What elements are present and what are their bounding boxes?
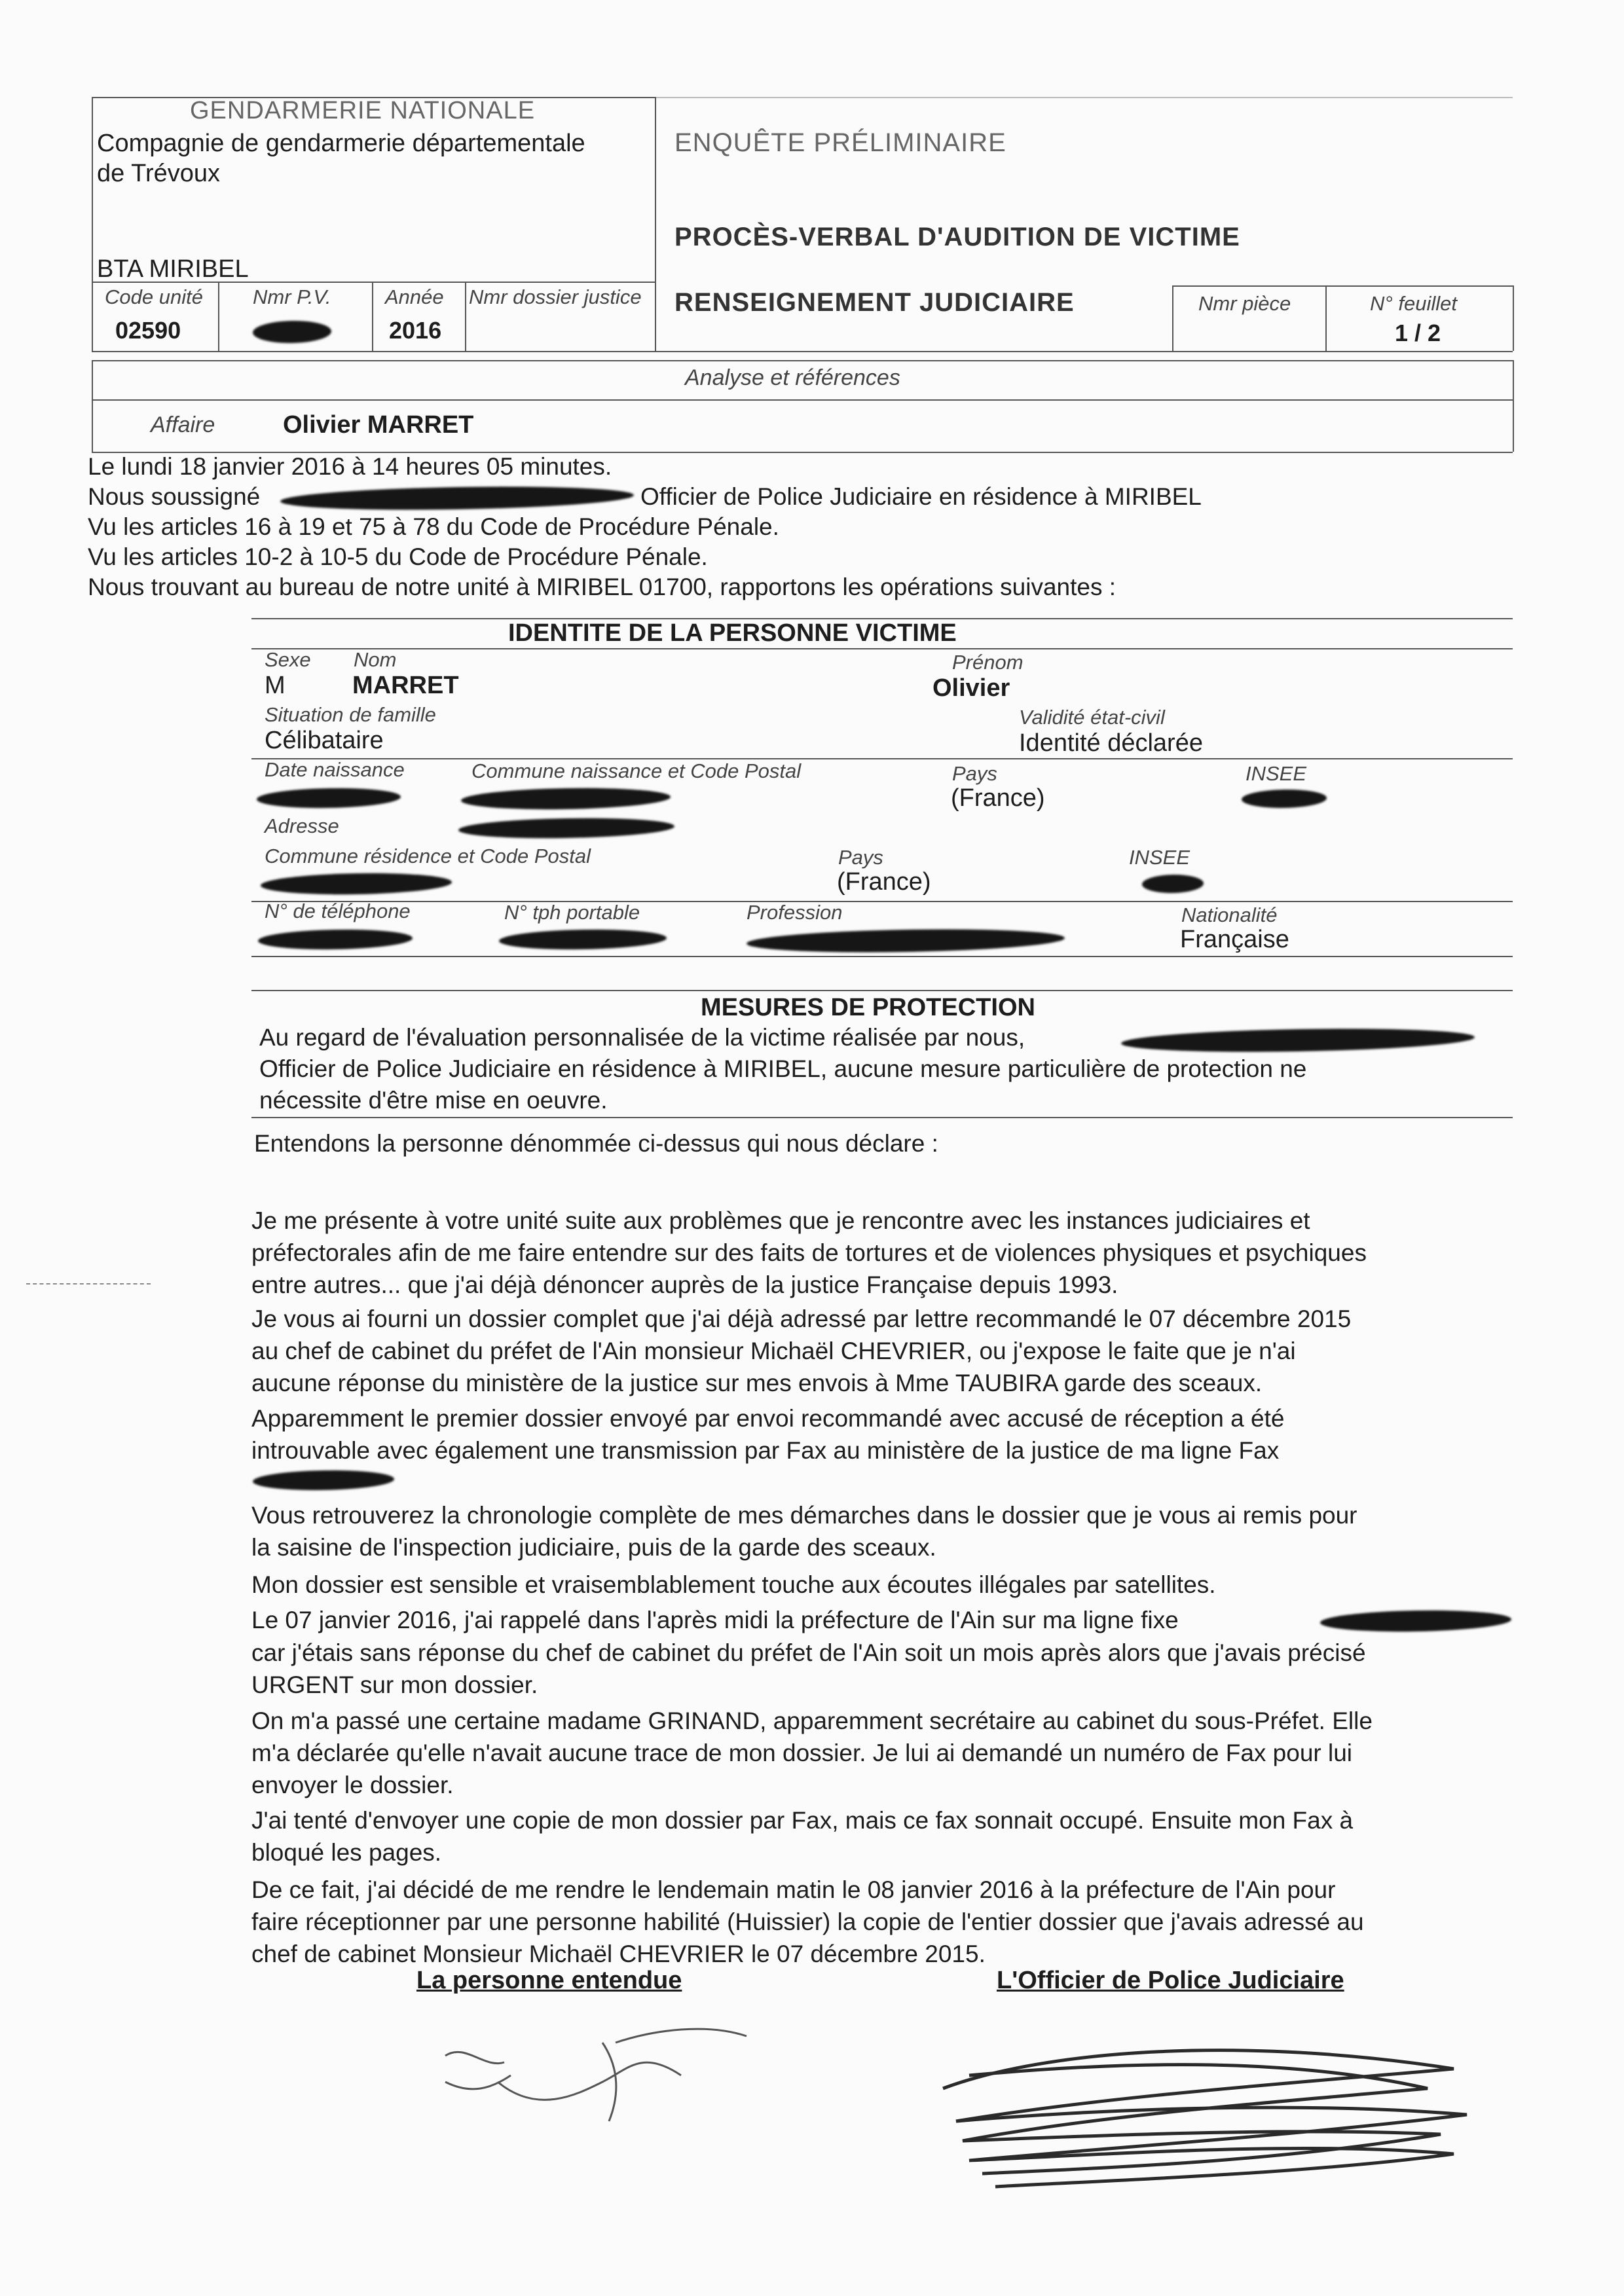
statement-line: bloqué les pages. [251,1839,442,1866]
statement-line: Vous retrouverez la chronologie complète de mes démarches dans le dossier que je vous ai remis pour [251,1502,1357,1529]
statement-paragraph-5 [251,1569,1513,1601]
redaction-telephone [258,928,413,951]
statement-line: envoyer le dossier. [251,1772,454,1798]
redaction-adresse [458,816,674,840]
profession-label: Profession [747,901,843,924]
margin-dash [26,1283,151,1285]
entendons-line: Entendons la personne dénommée ci-dessus qui nous déclare : [254,1130,938,1157]
statement-paragraph-6 [251,1604,1325,1636]
intro-articles-2: Vu les articles 10-2 à 10-5 du Code de Procédure Pénale. [88,543,708,570]
protection-line1: Au regard de l'évaluation personnalisée de la victime réalisée par nous, [259,1024,1025,1051]
statement-paragraph-2 [251,1303,1513,1399]
nationalite-label: Nationalité [1181,903,1278,926]
statement-paragraph-1 [251,1205,1513,1301]
brigade-name: BTA MIRIBEL [97,255,249,283]
redaction-commune-naissance [461,786,671,811]
protection-title: MESURES DE PROTECTION [701,994,1035,1021]
code-unite-label: Code unité [105,285,203,308]
company-line2: de Trévoux [97,160,220,187]
validite-value: Identité déclarée [1019,729,1203,757]
statement-paragraph-6-cont [251,1637,1513,1701]
statement-line: J'ai tenté d'envoyer une copie de mon dossier par Fax, mais ce fax sonnait occupé. Ensuite mon Fax à [251,1807,1354,1834]
redaction-profession [747,927,1065,955]
statement-line: Mon dossier est sensible et vraisemblablement touche aux écoutes illégales par satellites. [251,1571,1216,1598]
pays-label: Pays [952,762,997,785]
situation-label: Situation de famille [265,703,436,726]
redaction-insee [1242,789,1327,809]
statement-line: introuvable avec également une transmission par Fax au ministère de la justice de ma ligne Fax [251,1437,1280,1464]
sexe-label: Sexe [265,648,311,671]
statement-line: entre autres... que j'ai déjà dénoncer auprès de la justice Française depuis 1993. [251,1271,1118,1298]
statement-line: De ce fait, j'ai décidé de me rendre le lendemain matin le 08 janvier 2016 à la préfecture de l'Ain pour [251,1876,1336,1903]
statement-line: chef de cabinet Monsieur Michaël CHEVRIER le 07 décembre 2015. [251,1941,986,1967]
analyse-label: Analyse et références [685,365,900,390]
statement-line: Apparemment le premier dossier envoyé par envoi recommandé avec accusé de réception a été [251,1405,1285,1432]
nmr-piece-label: Nmr pièce [1198,292,1291,315]
intro-officier: Officier de Police Judiciaire en résidence à MIRIBEL [640,483,1202,510]
statement-line: la saisine de l'inspection judiciaire, puis de la garde des sceaux. [251,1534,936,1561]
redaction-insee2 [1142,874,1204,894]
insee-label: INSEE [1246,762,1307,785]
feuillet-label: N° feuillet [1370,292,1458,315]
pv-title: PROCÈS-VERBAL D'AUDITION DE VICTIME [674,223,1240,251]
intro-date-line: Le lundi 18 janvier 2016 à 14 heures 05 minutes. [88,453,612,480]
affaire-label: Affaire [151,412,215,437]
commune-residence-label: Commune résidence et Code Postal [265,845,591,867]
sexe-value: M [265,672,286,699]
annee-value: 2016 [389,317,442,344]
redaction-commune-residence [261,871,452,896]
statement-line: m'a déclarée qu'elle n'avait aucune trace de mon dossier. Je lui ai demandé un numéro de Fax pour lui [251,1740,1353,1766]
redaction-fixed-line [1320,1609,1512,1633]
statement-line: préfectorales afin de me faire entendre sur des faits de tortures et de violences physiques et psychiques [251,1239,1367,1266]
signature-label-right: L'Officier de Police Judiciaire [997,1967,1344,1994]
intro-bureau: Nous trouvant au bureau de notre unité à MIRIBEL 01700, rapportons les opérations suivantes : [88,574,1116,600]
statement-line: Je me présente à votre unité suite aux problèmes que je rencontre avec les instances judiciaires et [251,1207,1310,1234]
statement-line: faire réceptionner par une personne habilité (Huissier) la copie de l'entier dossier que j'avais adressé au [251,1908,1364,1935]
statement-line: On m'a passé une certaine madame GRINAND, apparemment secrétaire au cabinet du sous-Préfet. Elle [251,1707,1373,1734]
portable-label: N° tph portable [504,901,640,924]
statement-line: Je vous ai fourni un dossier complet que j'ai déjà adressé par lettre recommandé le 07 décembre 2015 [251,1305,1352,1332]
prenom-label: Prénom [952,651,1024,674]
statement-line: car j'étais sans réponse du chef de cabinet du préfet de l'Ain soit un mois après alors que j'avais précisé [251,1639,1366,1666]
statement-line: au chef de cabinet du préfet de l'Ain monsieur Michaël CHEVRIER, ou j'expose le faite que je n'ai [251,1338,1296,1364]
telephone-label: N° de téléphone [265,900,411,922]
validite-label: Validité état-civil [1019,706,1165,729]
intro-articles-1: Vu les articles 16 à 19 et 75 à 78 du Code de Procédure Pénale. [88,513,779,540]
situation-value: Célibataire [265,727,384,754]
intro-soussigne: Nous soussigné [88,483,261,510]
dossier-justice-label: Nmr dossier justice [469,285,642,308]
affaire-value: Olivier MARRET [283,411,474,439]
signature-label-left: La personne entendue [416,1967,682,1994]
redaction-portable [499,928,667,951]
nom-label: Nom [354,648,397,671]
pays2-value: (France) [837,868,931,896]
protection-line2: Officier de Police Judiciaire en résidence à MIRIBEL, aucune mesure particulière de protection ne [259,1055,1307,1082]
redaction-officer-name [280,484,635,512]
adresse-label: Adresse [265,814,339,837]
statement-paragraph-8 [251,1804,1513,1868]
statement-line: aucune réponse du ministère de la justice sur mes envois à Mme TAUBIRA garde des sceaux. [251,1370,1263,1396]
code-unite-value: 02590 [115,317,181,344]
company-line1: Compagnie de gendarmerie départementale [97,130,585,157]
identity-section-title: IDENTITE DE LA PERSONNE VICTIME [508,619,957,647]
org-title: GENDARMERIE NATIONALE [190,97,536,124]
nationalite-value: Française [1180,926,1289,953]
pays2-label: Pays [838,846,883,869]
nmr-pv-label: Nmr P.V. [253,285,331,308]
enquete-type: ENQUÊTE PRÉLIMINAIRE [674,128,1006,157]
redaction-pv-number [253,320,332,344]
redaction-fax-number [253,1469,394,1491]
prenom-value: Olivier [932,674,1010,702]
statement-paragraph-3 [251,1402,1513,1467]
statement-paragraph-4 [251,1499,1513,1563]
statement-line: Le 07 janvier 2016, j'ai rappelé dans l'après midi la préfecture de l'Ain sur ma ligne fixe [251,1607,1179,1633]
statement-paragraph-9 [251,1874,1513,1970]
pays-value: (France) [951,784,1045,812]
annee-label: Année [385,285,444,308]
signature-person [406,2003,773,2160]
redaction-date-naissance [257,787,401,809]
nom-value: MARRET [352,672,459,699]
date-naissance-label: Date naissance [265,758,405,781]
redaction-protection-officer [1121,1026,1475,1054]
commune-naissance-label: Commune naissance et Code Postal [471,759,802,782]
protection-line3: nécessite d'être mise en oeuvre. [259,1087,608,1114]
insee2-label: INSEE [1129,846,1190,869]
feuillet-value: 1 / 2 [1395,319,1441,346]
statement-line: URGENT sur mon dossier. [251,1671,538,1698]
renseignement-judiciaire: RENSEIGNEMENT JUDICIAIRE [674,288,1075,317]
signature-officer [917,2010,1506,2206]
statement-paragraph-7 [251,1705,1513,1801]
